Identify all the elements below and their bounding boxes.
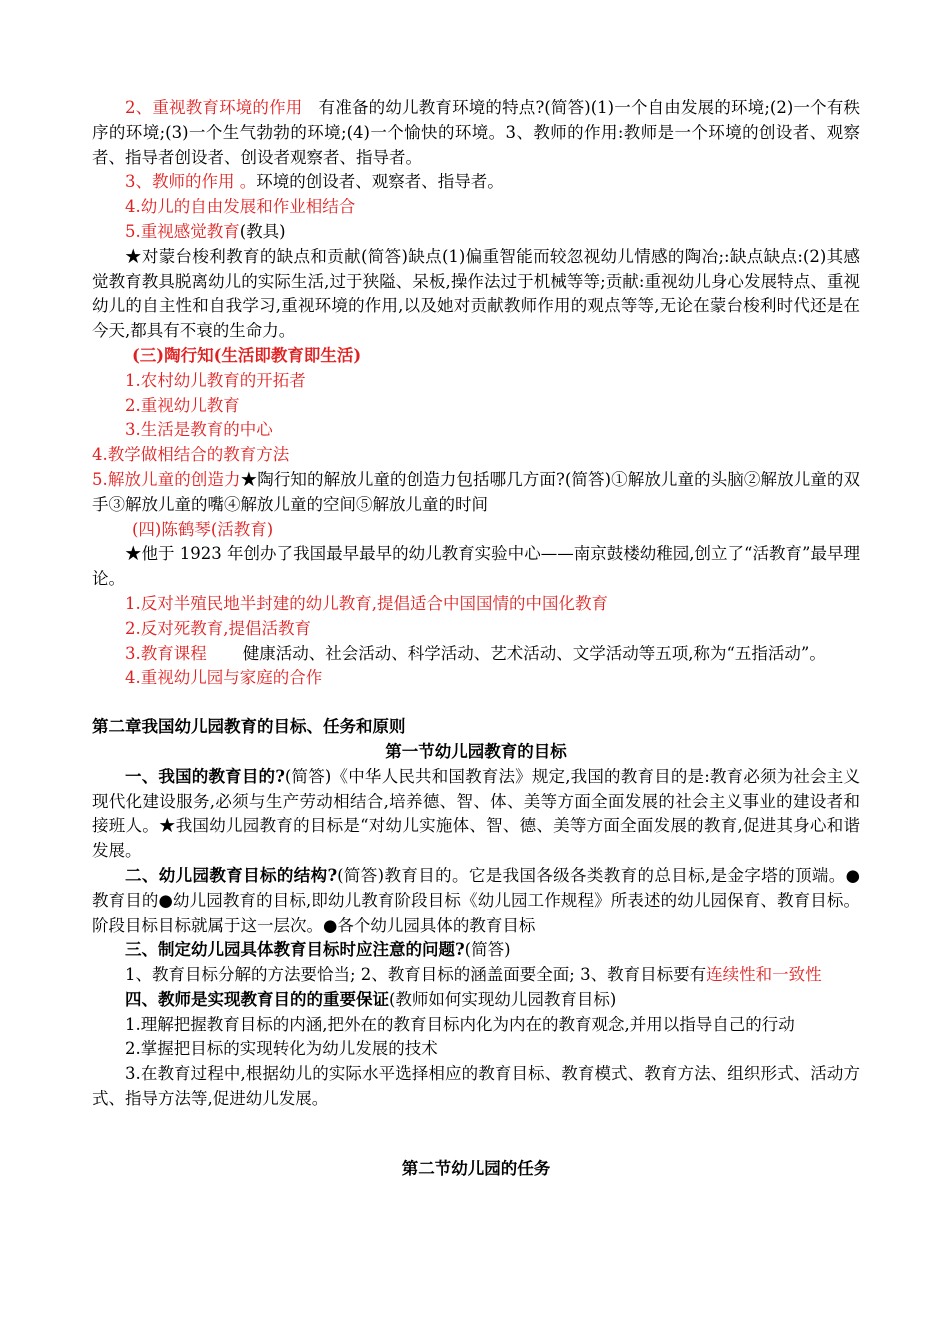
- heading-tao-xingzhi: (三)陶行知(生活即教育即生活): [132, 345, 362, 365]
- chen-item-3-label: 3.教育课程: [125, 643, 207, 663]
- chen-item-3: [92, 642, 860, 667]
- tao-item-3: 3.生活是教育的中心: [125, 420, 273, 440]
- point-teacher-role: 3、教师的作用 。: [125, 172, 257, 192]
- question-3-body-text: 1、教育目标分解的方法要恰当; 2、教育目标的涵盖面要全面; 3、教育目标要有: [125, 965, 707, 985]
- tao-item-5-text: ★陶行知的解放儿童的创造力包括哪几方面?(简答)①解放儿童的头脑②解放儿童的双手③解放儿童的嘴④解放儿童的空间⑤解放儿童的时间: [92, 469, 860, 514]
- question-1-title: 一、我国的教育目的?: [125, 766, 285, 786]
- question-4-item-1: 1.理解把握教育目标的内涵,把外在的教育目标内化为内在的教育观念,并用以指导自己的行动: [125, 1014, 795, 1034]
- question-4-title: 四、教师是实现教育目的的重要保证: [125, 989, 389, 1009]
- chen-intro: ★他于 1923 年创办了我国最早最早的幼儿教育实验中心——南京鼓楼幼稚园,创立了“活教育”最早理论。: [92, 544, 860, 589]
- chen-item-4: 4.重视幼儿园与家庭的合作: [125, 668, 323, 688]
- question-3-body: [92, 963, 860, 988]
- question-1-text: (简答)《中华人民共和国教育法》规定,我国的教育目的是:教育必须为社会主义现代化建设服务,必须与生产劳动相结合,培养德、智、体、美等方面全面发展的社会主义事业的建设者和接班人。★我国幼儿园教育的目标是“对幼儿实施体、智、德、美等方面全面发展的教育,促进其身心和谐发展。: [92, 766, 860, 861]
- paragraph-teacher-role: [92, 170, 860, 195]
- question-3-highlight: 连续性和一致性: [706, 965, 822, 985]
- document-page: [92, 96, 860, 1182]
- paragraph-sensory: [92, 220, 860, 245]
- sensory-text: (教具): [239, 221, 286, 241]
- section-title-1: 第一节幼儿园教育的目标: [385, 741, 567, 761]
- chapter-title: 第二章我国幼儿园教育的目标、任务和原则: [92, 717, 406, 737]
- chen-item-1: 1.反对半殖民地半封建的幼儿教育,提倡适合中国国情的中国化教育: [125, 593, 608, 613]
- heading-chen-heqin: (四)陈鹤琴(活教育): [132, 519, 274, 539]
- tao-item-5-label: 5.解放儿童的创造力: [92, 469, 241, 489]
- question-1: [92, 765, 860, 864]
- question-2-title: 二、幼儿园教育目标的结构?: [125, 865, 338, 885]
- tao-item-4: 4.教学做相结合的教育方法: [92, 445, 290, 465]
- point-environment: 2、重视教育环境的作用: [125, 98, 303, 117]
- question-3: [92, 938, 860, 963]
- question-2: [92, 864, 860, 938]
- section-title-2: 第二节幼儿园的任务: [401, 1158, 551, 1178]
- tao-item-1: 1.农村幼儿教育的开拓者: [125, 370, 306, 390]
- point-free-development: 4.幼儿的自由发展和作业相结合: [125, 197, 356, 217]
- question-4-note: (教师如何实现幼儿园教育目标): [389, 989, 617, 1009]
- tao-item-2: 2.重视幼儿教育: [125, 395, 240, 415]
- question-2-text: (简答)教育目的。它是我国各级各类教育的总目标,是金字塔的顶端。●教育目的●幼儿园教育的目标,即幼儿教育阶段目标《幼儿园工作规程》所表述的幼儿园保育、教育目标。阶段目标目标就属于这一层次。●各个幼儿园具体的教育目标: [92, 865, 860, 935]
- paragraph-environment: [92, 96, 860, 170]
- point-sensory: 5.重视感觉教育: [125, 221, 240, 241]
- environment-text: 有准备的幼儿教育环境的特点?(简答)(1)一个自由发展的环境;(2)一个有秩序的环境;(3)一个生气勃勃的环境;(4)一个愉快的环境。3、教师的作用:教师是一个环境的创设者、观察者、指导者创设者、创设者观察者、指导者。: [92, 98, 861, 167]
- question-4-item-3: 3.在教育过程中,根据幼儿的实际水平选择相应的教育目标、教育模式、教育方法、组织形式、活动方式、指导方法等,促进幼儿发展。: [92, 1064, 860, 1109]
- paragraph-montessori-eval: ★对蒙台梭利教育的缺点和贡献(简答)缺点(1)偏重智能而较忽视幼儿情感的陶冶;:缺点缺点:(2)其感觉教育教具脱离幼儿的实际生活,过于狭隘、呆板,操作法过于机械等等;贡献:重视幼儿身心发展特点、重视幼儿的自主性和自我学习,重视环境的作用,以及她对贡献教师作用的观点等等,无论在蒙台梭利时代还是在今天,都具有不衰的生命力。: [92, 246, 860, 341]
- tao-item-5: [92, 468, 860, 518]
- chen-item-3-text: 健康活动、社会活动、科学活动、艺术活动、文学活动等五项,称为“五指活动”。: [242, 643, 826, 663]
- teacher-role-text: 环境的创设者、观察者、指导者。: [256, 172, 504, 192]
- question-4-item-2: 2.掌握把目标的实现转化为幼儿发展的技术: [125, 1039, 438, 1059]
- chen-item-2: 2.反对死教育,提倡活教育: [125, 618, 311, 638]
- question-3-note: (简答): [464, 940, 511, 960]
- question-4: [92, 988, 860, 1013]
- question-3-title: 三、制定幼儿园具体教育目标时应注意的问题?: [125, 940, 465, 960]
